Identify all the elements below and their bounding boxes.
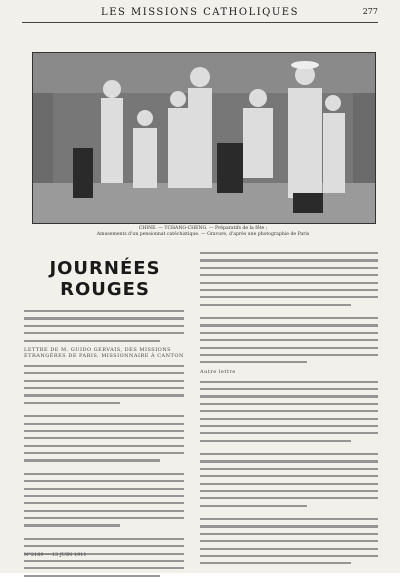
article-title: JOURNÉES ROUGES — [49, 258, 161, 300]
photograph — [32, 52, 376, 224]
left-column — [24, 250, 184, 582]
photo-caption — [32, 226, 374, 238]
right-column — [200, 252, 378, 570]
right-subheading: Autre lettre — [200, 368, 236, 375]
caption-line-1: CHINE. — TCHANG-CHENG. — Préparatifs de la fête ; — [138, 226, 268, 231]
page-footer: N°2189 — 13 JUIN 1911 — [24, 552, 87, 558]
caption-line-2: Amusements d'un pensionnat catéchistique. — Gravure, d'après une photographie de Paris — [96, 232, 310, 237]
page-number: 277 — [362, 7, 378, 16]
letter-heading: LETTRE DE M. GUIDO GERVAIS, DES MISSIONS ÉTRANGÈRES DE PARIS, MISSIONNAIRE À CANTON — [24, 346, 184, 359]
running-header — [22, 0, 378, 23]
journal-title: LES MISSIONS CATHOLIQUES — [101, 7, 299, 18]
